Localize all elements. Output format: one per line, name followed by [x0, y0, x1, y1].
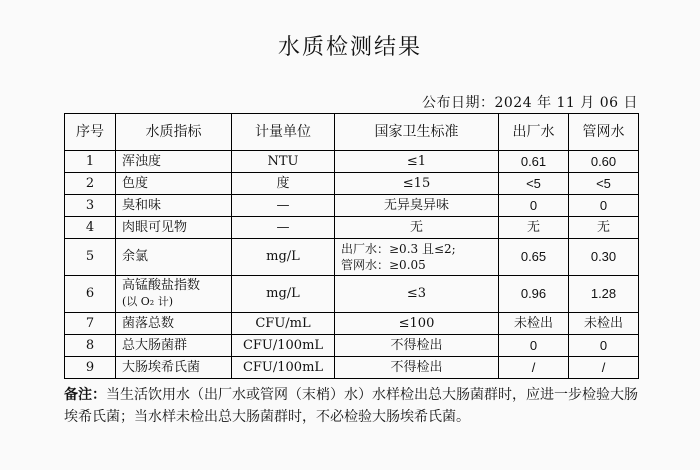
plant-water-value: <5 [499, 173, 569, 195]
indicator-name [116, 276, 232, 313]
header-cell: 国家卫生标准 [335, 114, 499, 151]
header-cell: 水质指标 [116, 114, 232, 151]
indicator-name: 浑浊度 [116, 151, 232, 173]
page-title: 水质检测结果 [277, 35, 422, 60]
footnote [64, 384, 640, 428]
network-water-value: 未检出 [569, 313, 639, 335]
unit-cell: 度 [232, 173, 335, 195]
footnote-text: 当生活饮用水（出厂水或管网（末梢）水）水样检出总大肠菌群时，应进一步检验大肠埃希氏菌；当水样未检出总大肠菌群时，不必检验大肠埃希氏菌。 [64, 387, 638, 425]
table-row [65, 239, 639, 276]
network-water-value: 0.30 [569, 239, 639, 276]
row-number: 7 [65, 313, 116, 335]
table-row [65, 313, 639, 335]
row-number: 6 [65, 276, 116, 313]
plant-water-value: 无 [499, 217, 569, 239]
table-row [65, 276, 639, 313]
standard-line: 管网水：≥0.05 [341, 258, 426, 272]
unit-cell: NTU [232, 151, 335, 173]
header-cell: 序号 [65, 114, 116, 151]
header-cell: 计量单位 [232, 114, 335, 151]
row-number: 4 [65, 217, 116, 239]
header-cell: 出厂水 [499, 114, 569, 151]
unit-cell: CFU/100mL [232, 357, 335, 379]
indicator-name-sub: (以 O₂ 计) [122, 295, 174, 308]
table-row [65, 173, 639, 195]
standard-cell: 无异臭异味 [335, 195, 499, 217]
publish-date: 公布日期：2024 年 11 月 06 日 [421, 95, 638, 111]
standard-cell: 不得检出 [335, 357, 499, 379]
standard-cell [335, 239, 499, 276]
plant-water-value: 0.65 [499, 239, 569, 276]
network-water-value: <5 [569, 173, 639, 195]
indicator-name: 总大肠菌群 [116, 335, 232, 357]
header-cell: 管网水 [569, 114, 639, 151]
plant-water-value: 0.61 [499, 151, 569, 173]
water-quality-table [64, 113, 639, 379]
standard-cell: ≤15 [335, 173, 499, 195]
unit-cell: — [232, 195, 335, 217]
table-row [65, 151, 639, 173]
row-number: 9 [65, 357, 116, 379]
network-water-value: 0.60 [569, 151, 639, 173]
table-row [65, 335, 639, 357]
indicator-name: 臭和味 [116, 195, 232, 217]
row-number: 8 [65, 335, 116, 357]
standard-cell: ≤1 [335, 151, 499, 173]
network-water-value: 0 [569, 195, 639, 217]
indicator-name: 菌落总数 [116, 313, 232, 335]
network-water-value: 0 [569, 335, 639, 357]
plant-water-value: 0.96 [499, 276, 569, 313]
table-row [65, 217, 639, 239]
plant-water-value: 0 [499, 335, 569, 357]
unit-cell: CFU/mL [232, 313, 335, 335]
row-number: 5 [65, 239, 116, 276]
standard-cell: 无 [335, 217, 499, 239]
unit-cell: CFU/100mL [232, 335, 335, 357]
network-water-value: 无 [569, 217, 639, 239]
footnote-label: 备注： [64, 387, 106, 403]
table-row [65, 195, 639, 217]
indicator-name: 色度 [116, 173, 232, 195]
network-water-value: 1.28 [569, 276, 639, 313]
standard-cell: 不得检出 [335, 335, 499, 357]
standard-cell: ≤3 [335, 276, 499, 313]
row-number: 1 [65, 151, 116, 173]
indicator-name-main: 高锰酸盐指数 [122, 278, 201, 293]
network-water-value: / [569, 357, 639, 379]
table-row [65, 357, 639, 379]
plant-water-value: 0 [499, 195, 569, 217]
unit-cell: mg/L [232, 239, 335, 276]
unit-cell: — [232, 217, 335, 239]
row-number: 2 [65, 173, 116, 195]
table-header-row [65, 114, 639, 151]
standard-line: 出厂水：≥0.3 且≤2; [341, 242, 456, 256]
plant-water-value: 未检出 [499, 313, 569, 335]
indicator-name: 大肠埃希氏菌 [116, 357, 232, 379]
unit-cell: mg/L [232, 276, 335, 313]
indicator-name: 余氯 [116, 239, 232, 276]
indicator-name: 肉眼可见物 [116, 217, 232, 239]
row-number: 3 [65, 195, 116, 217]
standard-cell: ≤100 [335, 313, 499, 335]
plant-water-value: / [499, 357, 569, 379]
